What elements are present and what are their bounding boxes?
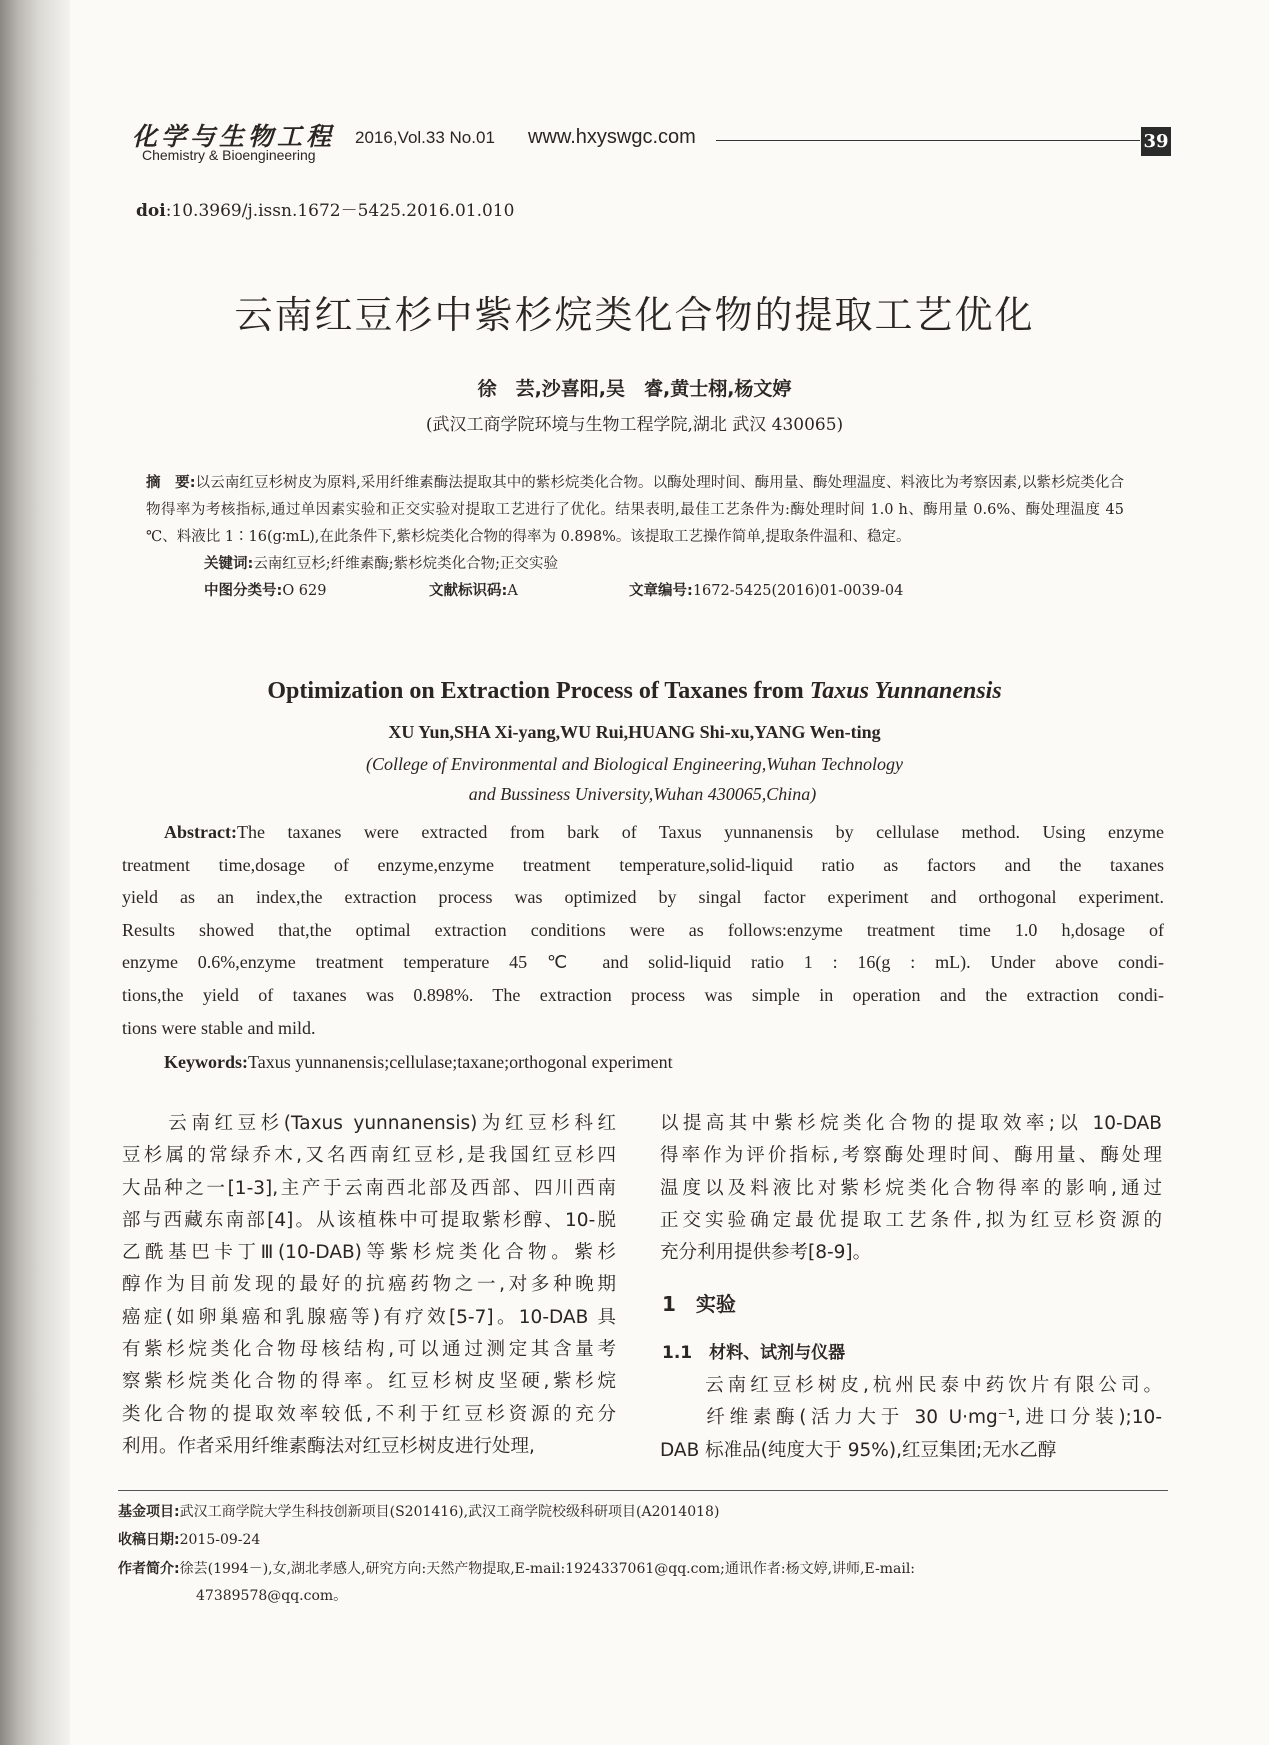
affiliation-en-line: (College of Environmental and Biological Engineering,Wuhan Technology: [365, 754, 904, 774]
keywords-en-text: Taxus yunnanensis;cellulase;taxane;orthogonal experiment: [248, 1052, 673, 1073]
article-no-value: 1672-5425(2016)01-0039-04: [692, 583, 904, 599]
text-line: 纤维素酶(活力大于 30 U·mg⁻¹,进口分装);10-: [660, 1407, 1162, 1429]
affiliation-cn: (武汉工商学院环境与生物工程学院,湖北 武汉 430065): [425, 415, 844, 435]
footnote-received: [118, 1530, 1168, 1550]
affiliation-en-line: and Bussiness University,Wuhan 430065,China): [468, 784, 817, 804]
text-line: yield as an index,the extraction process was optimized by singal factor experiment and orthogonal experiment.: [122, 887, 1164, 908]
footnote-label: 作者简介:: [118, 1561, 180, 1577]
text-line: tions,the yield of taxanes was 0.898%. The extraction process was simple in operation and the extraction condi-: [122, 984, 1164, 1005]
text-line: DAB 标准品(纯度大于 95%),红豆集团;无水乙醇: [660, 1439, 1057, 1461]
footnote-author: [118, 1559, 1168, 1579]
abstract-cn: [146, 470, 1124, 605]
abstract-cn-label: 摘 要:: [146, 475, 196, 491]
text-line: 乙酰基巴卡丁Ⅲ(10-DAB)等紫杉烷类化合物。紫杉: [122, 1242, 616, 1264]
text-line: 察紫杉烷类化合物的得率。红豆杉树皮坚硬,紫杉烷: [122, 1371, 616, 1393]
title-cn: 云南红豆杉中紫杉烷类化合物的提取工艺优化: [234, 293, 1035, 337]
text-line: 部与西藏东南部[4]。从该植株中可提取紫杉醇、10-脱: [122, 1209, 616, 1231]
text-line: 醇作为目前发现的最好的抗癌药物之一,对多种晚期: [122, 1274, 616, 1296]
page-binding-shadow: [0, 0, 70, 1745]
text-line: 云南红豆杉树皮,杭州民泰中药饮片有限公司。: [660, 1375, 1162, 1396]
footnote-author-cont: 47389578@qq.com。: [196, 1588, 348, 1604]
header-rule: [716, 140, 1140, 141]
text-line: 温度以及料液比对紫杉烷类化合物得率的影响,通过: [660, 1177, 1162, 1199]
journal-volume: 2016,Vol.33 No.01: [355, 128, 495, 147]
footnote-funding: [118, 1502, 1168, 1522]
footnote-rule: [118, 1490, 1168, 1491]
text-line: enzyme 0.6%,enzyme treatment temperature 45 ℃ and solid-liquid ratio 1 : 16(g : mL). Under above condi-: [122, 952, 1164, 973]
text-line: 以提高其中紫杉烷类化合物的提取效率;以 10-DAB: [660, 1113, 1162, 1134]
footnote-text: 徐芸(1994－),女,湖北孝感人,研究方向:天然产物提取,E-mail:1924337061@qq.com;通讯作者:杨文婷,讲师,E-mail:: [179, 1561, 916, 1577]
doi: [136, 196, 514, 221]
text-line: 得率作为评价指标,考察酶处理时间、酶用量、酶处理: [660, 1145, 1162, 1167]
text-line: 充分利用提供参考[8-9]。: [660, 1242, 872, 1264]
text-line: 类化合物的提取效率较低,不利于红豆杉资源的充分: [122, 1403, 616, 1425]
text-line: 有紫杉烷类化合物母核结构,可以通过测定其含量考: [122, 1339, 616, 1361]
abstract-cn-body: [146, 470, 1124, 551]
keywords-cn: [146, 551, 1124, 578]
title-en-main: Optimization on Extraction Process of Taxanes from: [267, 678, 810, 704]
keywords-en-label: Keywords:: [164, 1052, 248, 1073]
text-line: 大品种之一[1-3],主产于云南西北部及西部、四川西南: [122, 1177, 616, 1199]
authors-cn: 徐 芸,沙喜阳,吴 睿,黄士栩,杨文婷: [477, 378, 792, 400]
classification-row: [146, 578, 1124, 605]
authors-en: XU Yun,SHA Xi-yang,WU Rui,HUANG Shi-xu,YANG Wen-ting: [388, 722, 881, 742]
doc-code-value: A: [507, 583, 518, 599]
text-line: Abstract:The taxanes were extracted from bark of Taxus yunnanensis by cellulase method. Using enzyme: [164, 822, 1164, 842]
text-line: Results showed that,the optimal extraction conditions were as follows:enzyme treatment time 1.0 h,dosage of: [122, 919, 1164, 940]
footnote-label: 基金项目:: [118, 1504, 180, 1520]
body-column-left: [122, 1108, 616, 1463]
section-heading: 1 实验: [662, 1292, 736, 1316]
text-line: 癌症(如卵巢癌和乳腺癌等)有疗效[5-7]。10-DAB 具: [122, 1306, 616, 1328]
subsection-heading: 1.1 材料、试剂与仪器: [662, 1343, 846, 1363]
keywords-cn-label: 关键词:: [204, 556, 254, 572]
text-line: 云南红豆杉(Taxus yunnanensis)为红豆杉科红: [122, 1113, 616, 1134]
text-line: 正交实验确定最优提取工艺条件,拟为红豆杉资源的: [660, 1209, 1162, 1231]
footnote-label: 收稿日期:: [118, 1532, 180, 1548]
body-column-right-continued: [660, 1370, 1162, 1467]
keywords-cn-text: 云南红豆杉;纤维素酶;紫杉烷类化合物;正交实验: [253, 556, 558, 572]
page-number: 39: [1141, 127, 1171, 156]
clc-value: O 629: [282, 583, 327, 599]
text-line: treatment time,dosage of enzyme,enzyme treatment temperature,solid-liquid ratio as factors and the taxanes: [122, 854, 1164, 875]
abstract-en-lines: [122, 816, 1164, 1044]
abstract-cn-text: 以云南红豆杉树皮为原料,采用纤维素酶法提取其中的紫杉烷类化合物。以酶处理时间、酶用量、酶处理温度、料液比为考察因素,以紫杉烷类化合物得率为考核指标,通过单因素实验和正交实验对提取工艺进行了优化。结果表明,最佳工艺条件为:酶处理时间 1.0 h、酶用量 0.6%、酶处理温度 45 ℃、料液比 1∶16(g∶mL),在此条件下,紫杉烷类化合物的得率为 0.898%。该提取工艺操作简单,提取条件温和、稳定。: [146, 475, 1124, 545]
abstract-en: [122, 816, 1164, 1079]
title-en: [0, 678, 1269, 705]
doi-value: :10.3969/j.issn.1672－5425.2016.01.010: [165, 201, 515, 221]
text-line: 豆杉属的常绿乔木,又名西南红豆杉,是我国红豆杉四: [122, 1145, 616, 1167]
abstract-en-label: Abstract:: [164, 822, 237, 842]
article-no-label: 文章编号:: [629, 583, 693, 599]
keywords-en: [122, 1046, 1164, 1079]
title-en-italic: Taxus Yunnanensis: [809, 678, 1002, 704]
journal-name-en: Chemistry & Bioengineering: [142, 147, 316, 163]
clc-label: 中图分类号:: [204, 583, 283, 599]
journal-website: www.hxyswgc.com: [528, 126, 696, 148]
doi-label: doi: [136, 201, 166, 221]
footnote-text: 2015-09-24: [179, 1532, 261, 1548]
journal-logo-cn: 化学与生物工程: [132, 122, 336, 151]
body-column-right: [660, 1108, 1162, 1269]
doc-code-label: 文献标识码:: [429, 583, 508, 599]
text-line: 利用。作者采用纤维素酶法对红豆杉树皮进行处理,: [122, 1435, 535, 1457]
text-line: tions were stable and mild.: [122, 1017, 316, 1038]
footnote-text: 武汉工商学院大学生科技创新项目(S201416),武汉工商学院校级科研项目(A2014018): [179, 1504, 720, 1520]
